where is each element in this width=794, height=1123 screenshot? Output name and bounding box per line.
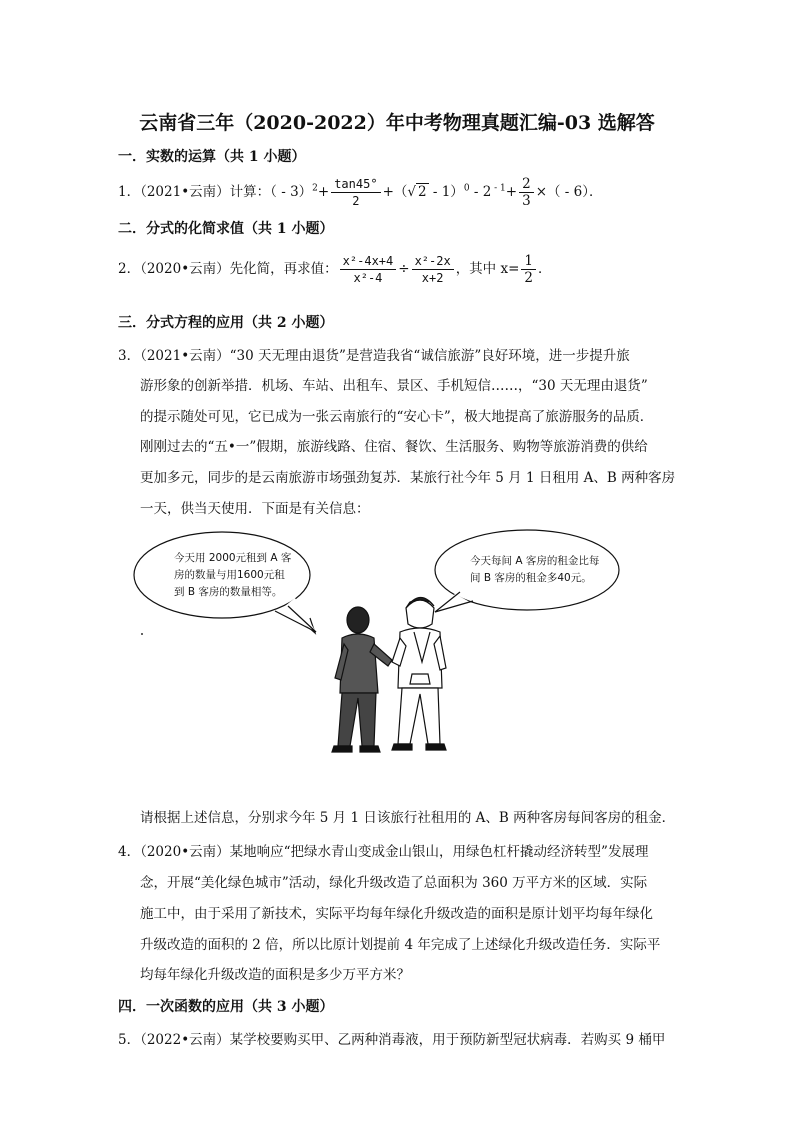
q1-term: （ - 3）: [270, 184, 313, 200]
page-title: 云南省三年（2020-2022）年中考物理真题汇编-03 选解答: [139, 112, 655, 134]
q4-line-3: 施工中，由于采用了新技术，实际平均每年绿化升级改造的面积是原计划平均每年绿化: [140, 906, 653, 922]
q1-frac2-den: 3: [522, 193, 531, 209]
q2-condition: ，其中 x=: [455, 261, 520, 277]
q1-op: +（: [382, 184, 408, 200]
q2-end: ．: [538, 261, 552, 277]
q3-line-6: 一天，供当天使用．下面是有关信息：: [140, 501, 370, 517]
q2-frac1-num: x²-4x+4: [340, 253, 397, 270]
bubble-left-line-1: 今天用 2000元租到 A 客: [174, 552, 292, 564]
q1-frac-den: 2: [352, 194, 360, 208]
person-left-figure: [332, 607, 392, 752]
q3-line-2: 游形象的创新举措．机场、车站、出租车、景区、手机短信……，“30 天无理由退货”: [140, 378, 648, 394]
q2-source: （2020•云南）先化简，再求值：: [140, 261, 338, 277]
section-heading-1: 一．实数的运算（共 1 小题）: [118, 149, 306, 165]
q1-exp: - 1: [491, 183, 506, 194]
section-heading-3: 三．分式方程的应用（共 2 小题）: [118, 315, 334, 331]
q1-exp: 0: [463, 183, 470, 194]
q1-frac2-num: 2: [519, 176, 534, 193]
q3-line-1: 3．（2021•云南）“30 天无理由退货”是营造我省“诚信旅游”良好环境，进一步提升旅: [118, 348, 630, 364]
q3-question: 请根据上述信息，分别求今年 5 月 1 日该旅行社租用的 A、B 两种客房每间客房的租金．: [140, 810, 676, 826]
q1-sqrt: √ 2: [407, 184, 427, 200]
q1-op: +: [505, 184, 518, 200]
bubble-left-line-2: 房的数量与用1600元租: [174, 569, 285, 581]
q4-line-4: 升级改造的面积的 2 倍，所以比原计划提前 4 年完成了上述绿化升级改造任务．实际平: [140, 937, 661, 953]
q2-frac2-den: x+2: [421, 271, 444, 285]
q1-number: 1．: [118, 184, 141, 200]
q4-line-2: 念，开展“美化绿色城市”活动，绿化升级改造了总面积为 360 万平方米的区域．实际: [140, 875, 648, 891]
q1-term: - 1）: [428, 184, 464, 200]
q1-term: - 2: [469, 184, 492, 200]
q2-frac1-den: x²-4: [353, 271, 383, 285]
person-right-figure: [392, 597, 446, 750]
question-1: [118, 176, 602, 209]
bubble-right-line-2: 间 B 客房的租金多40元。: [470, 572, 592, 584]
bubble-left-line-3: 到 B 客房的数量相等。: [174, 586, 283, 598]
q2-fraction-1: [340, 253, 397, 286]
dialogue-illustration: [130, 528, 670, 768]
section-heading-2: 二．分式的化简求值（共 1 小题）: [118, 221, 334, 237]
q1-sqrt-arg: 2: [417, 184, 427, 200]
speech-bubble-right: [435, 530, 619, 612]
q2-divide: ÷: [398, 261, 410, 277]
section-heading-4: 四．一次函数的应用（共 3 小题）: [118, 999, 334, 1015]
q2-number: 2．: [118, 261, 141, 277]
q1-op: +: [317, 184, 330, 200]
q3-line-3: 的提示随处可见，它已成为一张云南旅行的“安心卡”，极大地提高了旅游服务的品质．: [140, 409, 654, 425]
question-2: [118, 253, 552, 286]
bubble-right-line-1: 今天每间 A 客房的租金比每: [470, 555, 600, 567]
q2-frac3-num: 1: [521, 253, 536, 270]
q4-line-1: 4．（2020•云南）某地响应“把绿水青山变成金山银山，用绿色杠杆撬动经济转型”发展理: [118, 844, 649, 860]
q2-frac2-num: x²-2x: [412, 253, 454, 270]
q3-line-5: 更加多元，同步的是云南旅游市场强劲复苏．某旅行社今年 5 月 1 日租用 A、B 两种客房: [140, 470, 676, 486]
q1-fraction-tan: [331, 176, 380, 209]
q2-frac3-den: 2: [524, 270, 533, 286]
q1-fraction: [519, 176, 534, 209]
q1-tail: ×（ - 6）．: [535, 184, 603, 200]
q1-frac-num: tan45°: [331, 176, 380, 193]
q4-line-5: 均每年绿化升级改造的面积是多少万平方米？: [140, 967, 410, 983]
q1-source: （2021•云南）计算：: [140, 184, 271, 200]
speech-bubble-left: [134, 532, 316, 633]
q3-line-4: 刚刚过去的“五•一”假期，旅游线路、住宿、餐饮、生活服务、购物等旅游消费的供给: [140, 439, 648, 455]
q1-exp: 2: [312, 183, 318, 194]
q5-line-1: 5．（2022•云南）某学校要购买甲、乙两种消毒液，用于预防新型冠状病毒．若购买 9 桶甲: [118, 1032, 666, 1048]
q2-fraction-3: [521, 253, 536, 286]
q2-fraction-2: [412, 253, 454, 286]
